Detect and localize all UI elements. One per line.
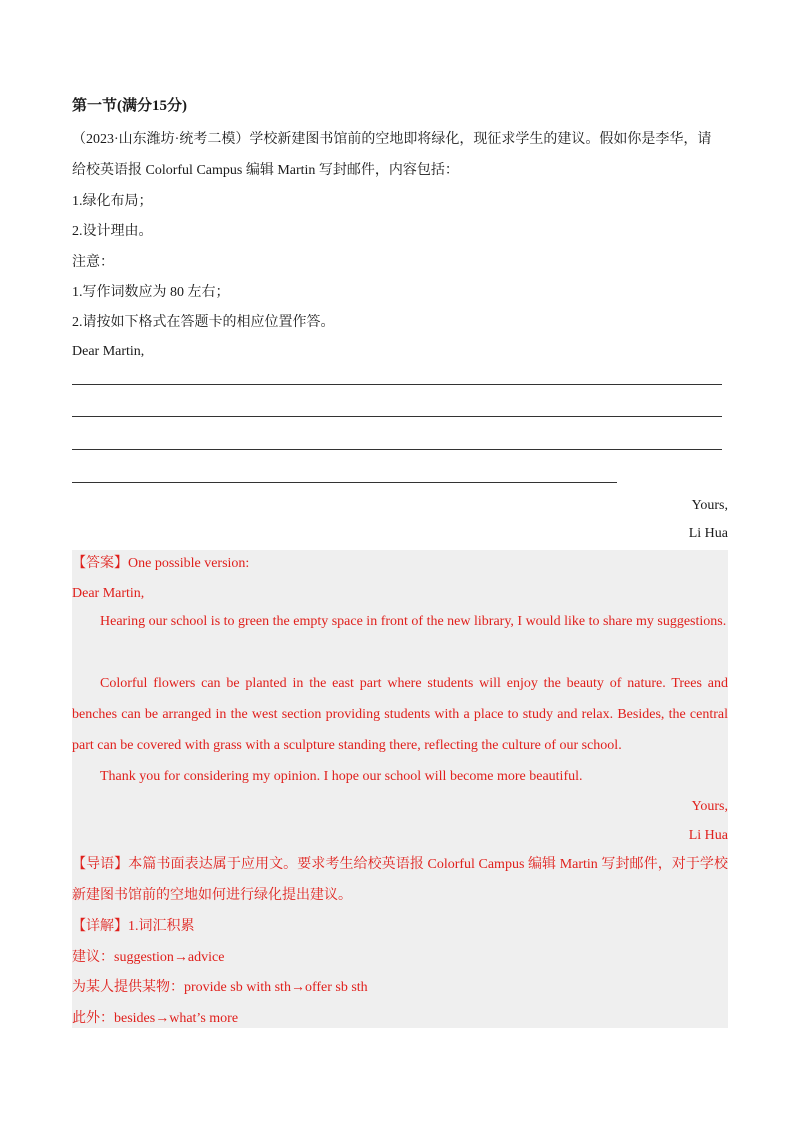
notes-label: 注意：: [72, 255, 114, 270]
note-1: 1.写作词数应为 80 左右；: [72, 285, 230, 300]
answer-paragraph-1: Hearing our school is to green the empty space in front of the new library, I would like to share my suggestions.: [100, 614, 727, 629]
note-2: 2.请按如下格式在答题卡的相应位置作答。: [72, 315, 335, 330]
letter-closing: Yours,: [691, 498, 728, 513]
writing-line-4: [72, 482, 617, 483]
answer-closing: Yours,: [691, 799, 728, 814]
prompt-point-2: 2.设计理由。: [72, 224, 153, 239]
prompt-line-1: （2023·山东潍坊·统考二模）学校新建图书馆前的空地即将绿化，现征求学生的建议。假如你是李华，请: [72, 132, 712, 147]
answer-signature: Li Hua: [688, 828, 728, 843]
letter-salutation: Dear Martin,: [72, 344, 145, 359]
letter-signature: Li Hua: [688, 526, 728, 541]
section-title: 第一节(满分15分): [72, 98, 187, 114]
answer-paragraph-3: Thank you for considering my opinion. I hope our school will become more beautiful.: [100, 769, 583, 784]
detail-item-2: 为某人提供某物：provide sb with sth→offer sb sth: [72, 980, 368, 995]
writing-line-2: [72, 416, 722, 417]
writing-line-3: [72, 449, 722, 450]
prompt-line-2: 给校英语报 Colorful Campus 编辑 Martin 写封邮件，内容包括：: [72, 163, 459, 178]
prompt-point-1: 1.绿化布局；: [72, 194, 153, 209]
writing-line-1: [72, 384, 722, 385]
detail-item-1: 建议：suggestion→advice: [72, 950, 225, 965]
detail-label: 【详解】1.词汇积累: [72, 919, 195, 934]
answer-salutation: Dear Martin,: [72, 586, 145, 601]
answer-paragraph-2: Colorful flowers can be planted in the east part where students will enjoy the beauty of nature. Trees and benches can be arranged in the west section providing students with a place to study and relax. Besides, the central part can be covered with grass with a sculpture standing there, reflecting the culture of our school.: [72, 676, 728, 753]
detail-item-3: 此外：besides→what’s more: [72, 1011, 239, 1026]
answer-label: 【答案】One possible version:: [72, 556, 250, 571]
guide-text: 【导语】本篇书面表达属于应用文。要求考生给校英语报 Colorful Campus 编辑 Martin 写封邮件，对于学校新建图书馆前的空地如何进行绿化提出建议。: [72, 857, 728, 903]
